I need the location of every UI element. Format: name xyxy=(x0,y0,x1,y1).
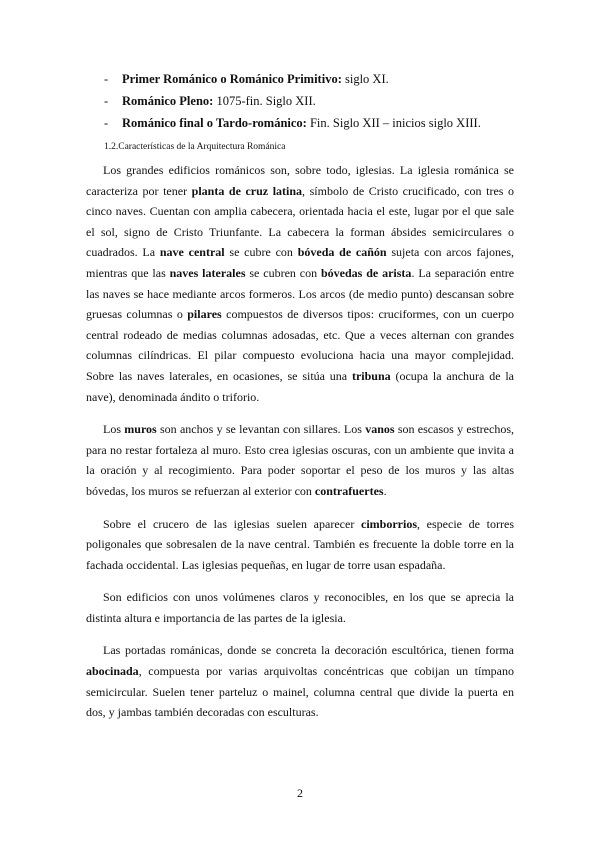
period-item xyxy=(104,68,524,90)
bold-term: bóvedas de arista xyxy=(321,265,412,280)
period-name: Románico Pleno: xyxy=(122,94,214,108)
bold-term: naves laterales xyxy=(169,265,246,280)
period-desc: 1075-fin. Siglo XII. xyxy=(213,94,316,108)
period-item xyxy=(104,90,524,112)
text-run: . La separación entre las naves se hace mediante arcos formeros. Los arcos (de medio punto) descansan sobre gruesas columnas o xyxy=(86,265,515,322)
bold-term: tribuna xyxy=(351,368,391,383)
text-run: se cubren con xyxy=(245,265,321,280)
section-subheading: 1.2.Características de la Arquitectura Románica xyxy=(104,142,286,152)
paragraph xyxy=(86,587,514,628)
text-run: , especie de torres poligonales que sobresalen de la nave central. También es frecuente la doble torre en la fachada occidental. Las iglesias pequeñas, en lugar de torre usan espadaña. xyxy=(86,516,514,572)
text-run: son escasos y estrechos, para no restar fortaleza al muro. Esto crea iglesias oscuras, con un ambiente que invita a la oración y al recogimiento. Para poder soportar el peso de los muros y las altas bóvedas, los muros se refuerzan al exterior con xyxy=(86,422,514,498)
bold-term: contrafuertes xyxy=(314,483,384,498)
text-run: Son edificios con unos volúmenes claros y reconocibles, en los que se aprecia la distinta altura e importancia de las partes de la iglesia. xyxy=(86,590,514,625)
bold-term: abocinada xyxy=(86,664,139,679)
bold-term: nave central xyxy=(159,245,225,260)
body-text xyxy=(86,160,514,735)
text-run: se cubre con xyxy=(224,245,298,260)
period-name: Primer Románico o Románico Primitivo: xyxy=(122,72,342,86)
text-run: sujeta con arcos fajones, mientras que las xyxy=(86,245,514,280)
bold-term: vanos xyxy=(365,422,395,437)
bold-term: bóveda de cañón xyxy=(297,245,387,260)
period-name: Románico final o Tardo-románico: xyxy=(122,116,307,130)
page-number: 2 xyxy=(297,786,303,800)
paragraph xyxy=(86,514,514,576)
paragraph xyxy=(86,640,514,722)
text-run: . xyxy=(383,483,387,498)
text-run: , símbolo de Cristo crucificado, con tres o cinco naves. Cuentan con amplia cabecera, orientada hacia el este, lugar por el que sale el sol, signo de Cristo Triunfante. La cabecera la forman ábsides semicirculares o cuadrados. La xyxy=(86,183,515,260)
paragraph xyxy=(86,419,514,501)
period-desc: Fin. Siglo XII – inicios siglo XIII. xyxy=(306,116,481,130)
text-run: compuestos de diversos tipos: cruciformes, con un cuerpo central rodeado de medias columnas adosadas, etc. Que a veces alternan con grandes columnas cilíndricas. El pilar compuesto evoluciona hacia una mayor complejidad. Sobre las naves laterales, en ocasiones, se sitúa una xyxy=(86,307,515,383)
bold-term: cimborrios xyxy=(361,516,417,531)
text-run: son anchos y se levantan con sillares. Los xyxy=(156,422,366,437)
period-item xyxy=(104,112,524,134)
bold-term: pilares xyxy=(187,307,222,322)
period-list xyxy=(104,68,524,134)
text-run: Sobre el crucero de las iglesias suelen aparecer xyxy=(103,516,361,531)
list-dash: - xyxy=(104,94,109,108)
list-dash: - xyxy=(104,116,109,130)
paragraph xyxy=(86,160,514,407)
text-run: Los xyxy=(103,422,125,437)
bold-term: planta de cruz latina xyxy=(191,183,303,198)
list-dash: - xyxy=(104,72,109,86)
text-run: , compuesta por varias arquivoltas concéntricas que cobijan un tímpano semicircular. Suelen tener parteluz o mainel, columna central que divide la puerta en dos, y jambas también decoradas con esculturas. xyxy=(86,664,514,720)
text-run: (ocupa la anchura de la nave), denominada ándito o triforio. xyxy=(86,368,514,404)
text-run: Las portadas románicas, donde se concreta la decoración escultórica, tienen forma xyxy=(103,643,514,658)
bold-term: muros xyxy=(124,422,157,437)
period-desc: siglo XI. xyxy=(341,72,389,86)
text-run: Los grandes edificios románicos son, sobre todo, iglesias. La iglesia románica se caracteriza por tener xyxy=(86,163,514,198)
